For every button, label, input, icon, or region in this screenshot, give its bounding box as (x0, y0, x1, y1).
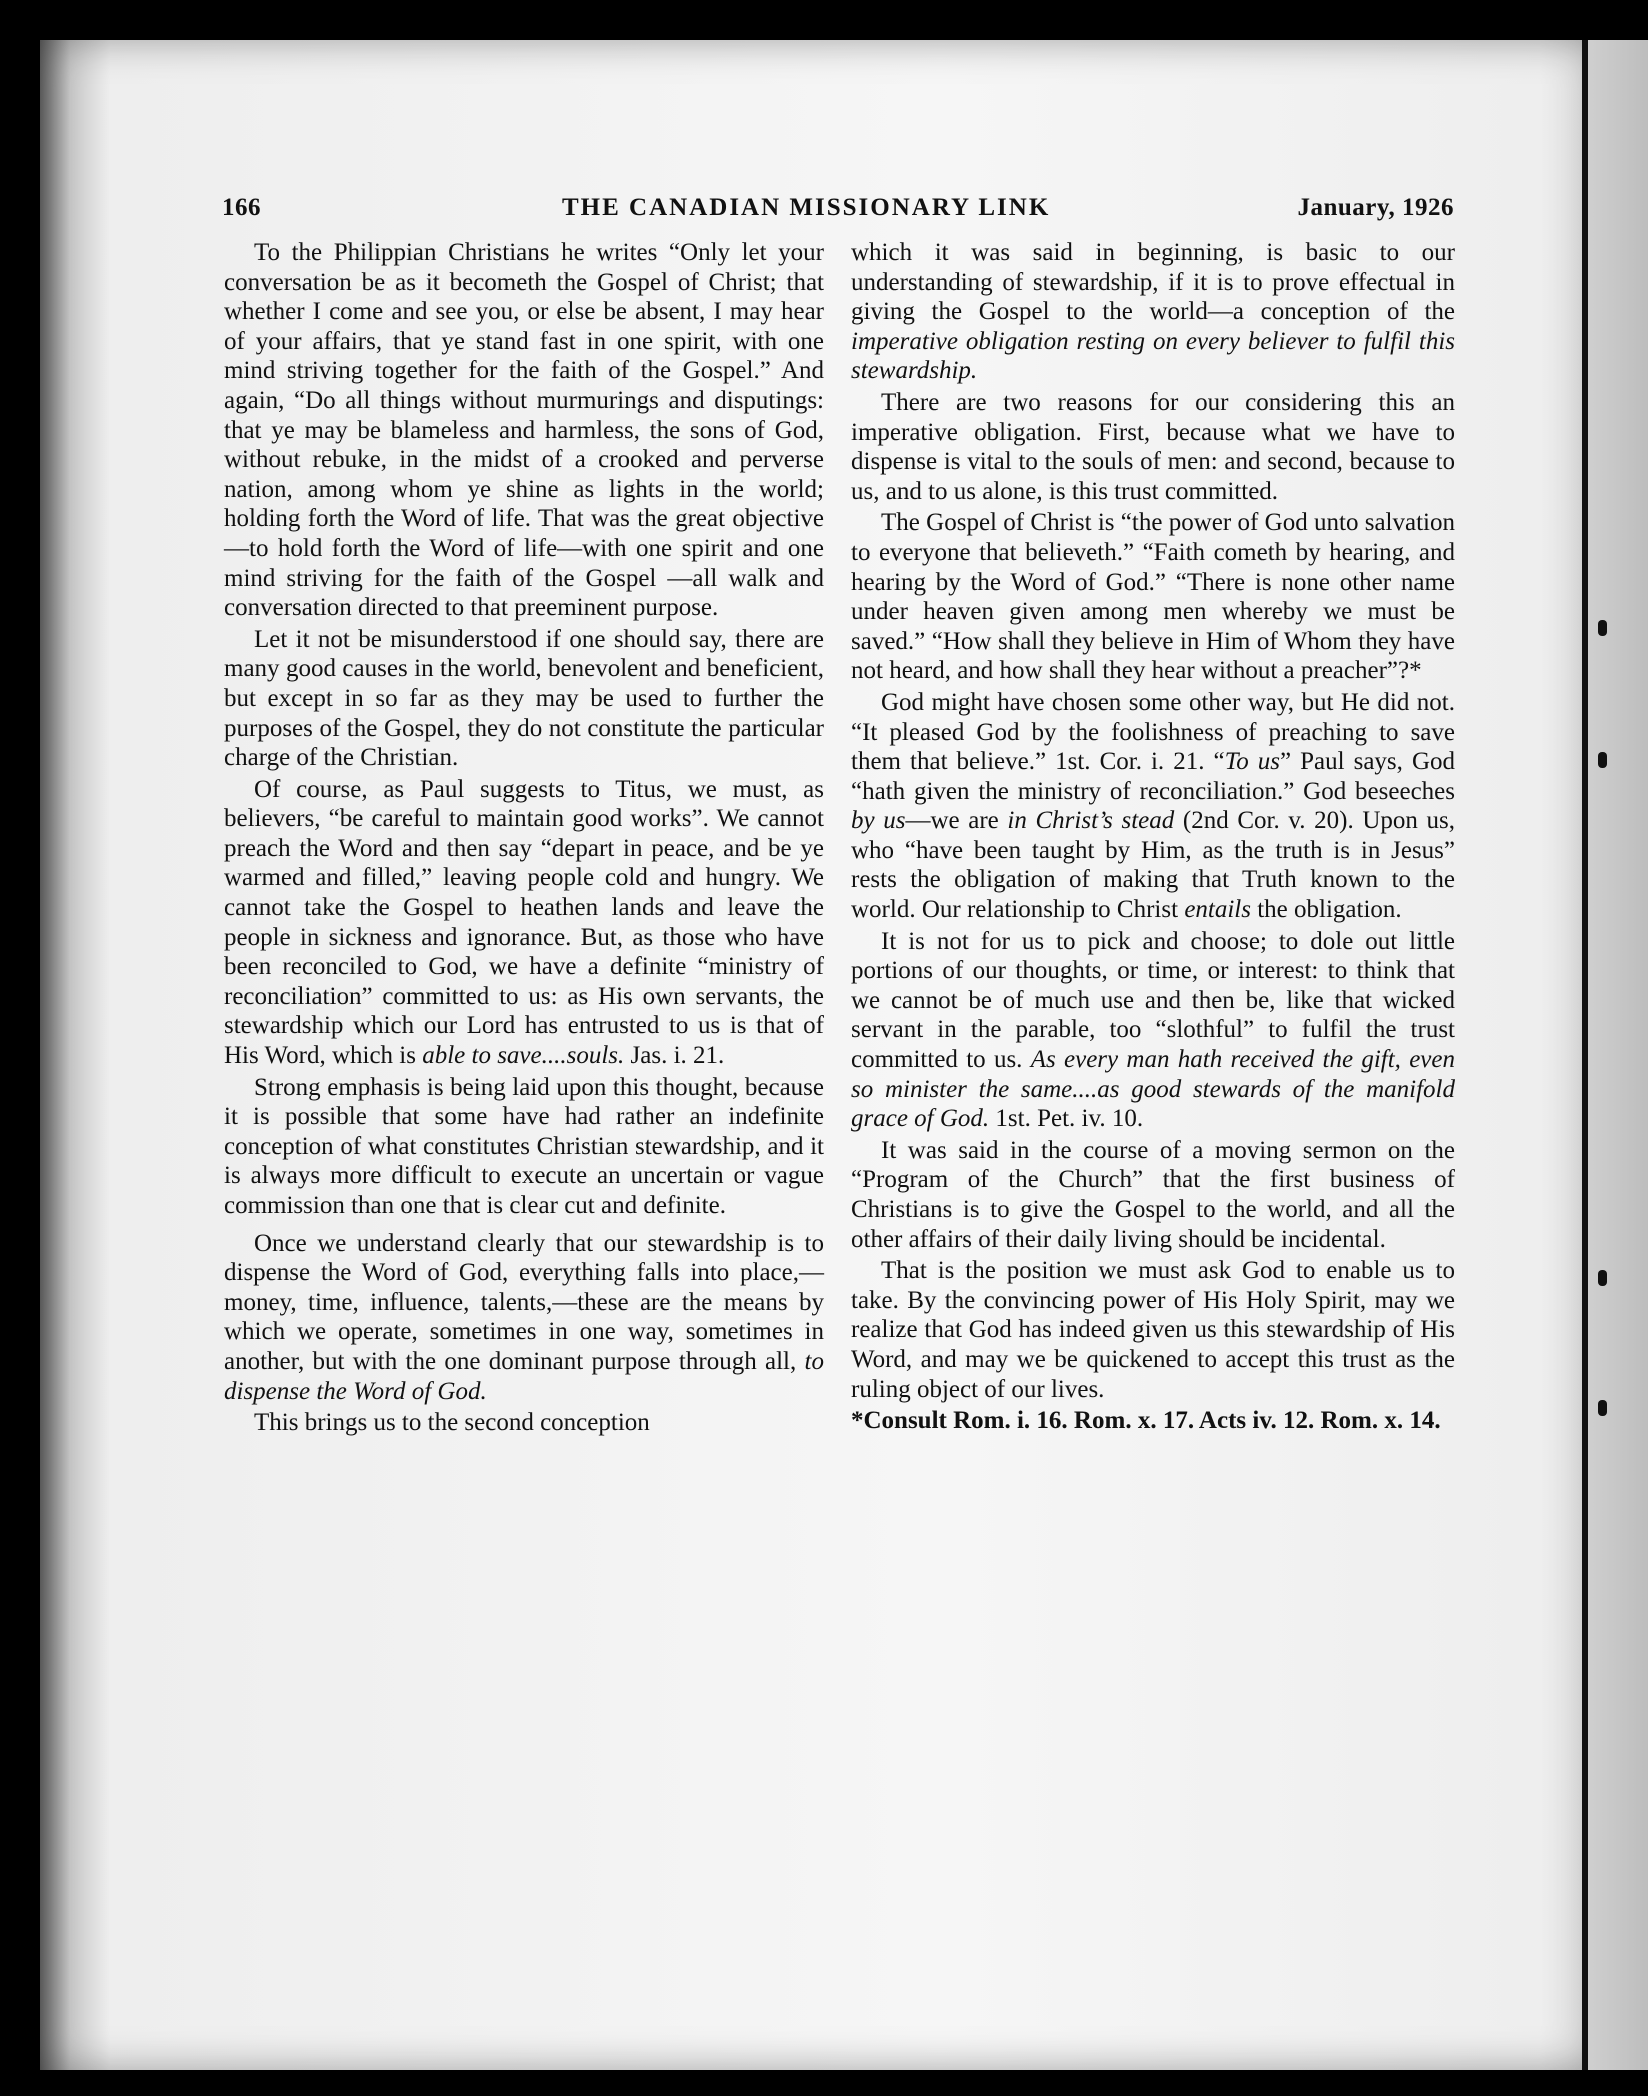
publication-title: THE CANADIAN MISSIONARY LINK (562, 194, 1051, 221)
paragraph: The Gospel of Christ is “the power of God unto salvation to everyone that believeth.” “Faith cometh by hearing, and hearing by the Word of God.” “There is none other name under heaven given among men whereby we must be saved.” “How shall they believe in Him of Whom they have not heard, and how shall they hear without a preacher”?* (851, 509, 1455, 685)
adjacent-page-strip (1588, 40, 1648, 2070)
italic-run: by us (851, 807, 906, 835)
italic-run: imperative obligation resting on every believer to fulfil this stewardship. (851, 327, 1455, 385)
paragraph: There are two reasons for our considering this an imperative obligation. First, because what we have to dispense is vital to the souls of men: and second, because to us, and to us alone, is this trust committed. (851, 388, 1455, 505)
paragraph: That is the position we must ask God to enable us to take. By the convincing power of His Holy Spirit, may we realize that God has indeed given us this stewardship of His Word, and may we be quickened to accept this trust as the ruling object of our lives. (851, 1257, 1455, 1403)
text-run: God might have chosen some other way, but He did not. “It pleased God by the foolishness of preaching to save them that believe.” 1st. Cor. i. 21. “ (851, 688, 1455, 776)
italic-run: able to save....souls. (422, 1042, 625, 1070)
running-header (222, 194, 1454, 226)
italic-run: To us (1224, 748, 1280, 776)
binding-mark (1598, 1270, 1607, 1286)
paragraph (224, 775, 824, 1071)
binding-mark (1598, 1400, 1607, 1416)
paragraph: To the Philippian Christians he writes “Only let your conversation be as it becometh the Gospel of Christ; that whether I come and see you, or else be absent, I may hear of your affairs, that ye stand fast in one spirit, with one mind striving together for the faith of the Gospel.” And again, “Do all things without murmurings and disputings: that ye may be blameless and harmless, the sons of God, without rebuke, in the midst of a crooked and perverse nation, among whom ye shine as lights in the world; holding forth the Word of life. That was the great objective—to hold forth the Word of life—with one spirit and one mind striving for the faith of the Gospel —all walk and conversation directed to that preeminent purpose. (224, 239, 824, 622)
binding-mark (1598, 752, 1607, 768)
paragraph (851, 688, 1455, 925)
text-run: ” Paul says, God “hath given the ministry of reconciliation.” God beseeches (851, 748, 1455, 805)
paragraph (224, 1229, 824, 1407)
text-run: Of course, as Paul suggests to Titus, we must, as believers, “be careful to maintain good works”. We cannot preach the Word and then say “depart in peace, and be ye warmed and filled,” leaving people cold and hungry. We cannot take the Gospel to heathen lands and leave the people in sickness and ignorance. But, as those who have been reconciled to God, we have a definite “ministry of reconciliation” committed to us: as His own servants, the stewardship which our Lord has entrusted to us is that of His Word, which is (224, 775, 824, 1070)
binding-mark (1598, 620, 1607, 636)
text-run: —we are (905, 807, 1008, 835)
paragraph: Strong emphasis is being laid upon this thought, because it is possible that some have had rather an indefinite conception of what constitutes Christian stewardship, and it is always more difficult to execute an uncertain or vague commission than one that is clear cut and definite. (224, 1073, 824, 1219)
text-run: (2nd Cor. v. 20). Upon us, who “have been taught by Him, as the truth is in Jesus” rests the obligation of making that Truth known to the world. Our relationship to Christ (851, 807, 1456, 924)
right-column (851, 238, 1455, 1438)
text-run: the obligation. (1250, 896, 1402, 924)
issue-date: January, 1926 (1297, 194, 1454, 221)
paragraph (851, 927, 1455, 1134)
text-run: 1st. Pet. iv. 10. (989, 1105, 1144, 1133)
paragraph: Let it not be misunderstood if one should say, there are many good causes in the world, benevolent and beneficient, but except in so far as they may be used to further the purposes of the Gospel, they do not constitute the particular charge of the Christian. (224, 625, 824, 772)
text-run: It is not for us to pick and choose; to dole out little portions of our thoughts, or time, or interest: to think that we cannot be of much use and then be, like that wicked servant in the parable, too “slothful” to fulfil the trust committed to us. (851, 927, 1455, 1074)
text-run: Jas. i. 21. (624, 1042, 725, 1070)
italic-run: in Christ’s stead (1007, 807, 1175, 835)
italic-run: entails (1184, 896, 1251, 924)
footnote: *Consult Rom. i. 16. Rom. x. 17. Acts iv. 12. Rom. x. 14. (851, 1407, 1441, 1435)
italic-run: As every man hath received the gift, even so minister the same....as good stewards of the manifold grace of God. (851, 1046, 1455, 1133)
paragraph (851, 238, 1455, 386)
page-number: 166 (222, 194, 261, 221)
paragraph: This brings us to the second conception (254, 1409, 650, 1437)
text-run: which it was said in beginning, is basic to our understanding of stewardship, if it is to prove effectual in giving the Gospel to the world—a conception of the (851, 239, 1455, 326)
text-run: Once we understand clearly that our stewardship is to dispense the Word of God, everything falls into place,—money, time, influence, talents,—these are the means by which we operate, sometimes in one way, sometimes in another, but with the one dominant purpose through all, (224, 1229, 824, 1375)
left-column (224, 238, 824, 1440)
paragraph: It was said in the course of a moving sermon on the “Program of the Church” that the first business of Christians is to give the Gospel to the world, and all the other affairs of their daily living should be incidental. (851, 1136, 1455, 1253)
italic-run: to dispense the Word of God. (224, 1347, 824, 1405)
